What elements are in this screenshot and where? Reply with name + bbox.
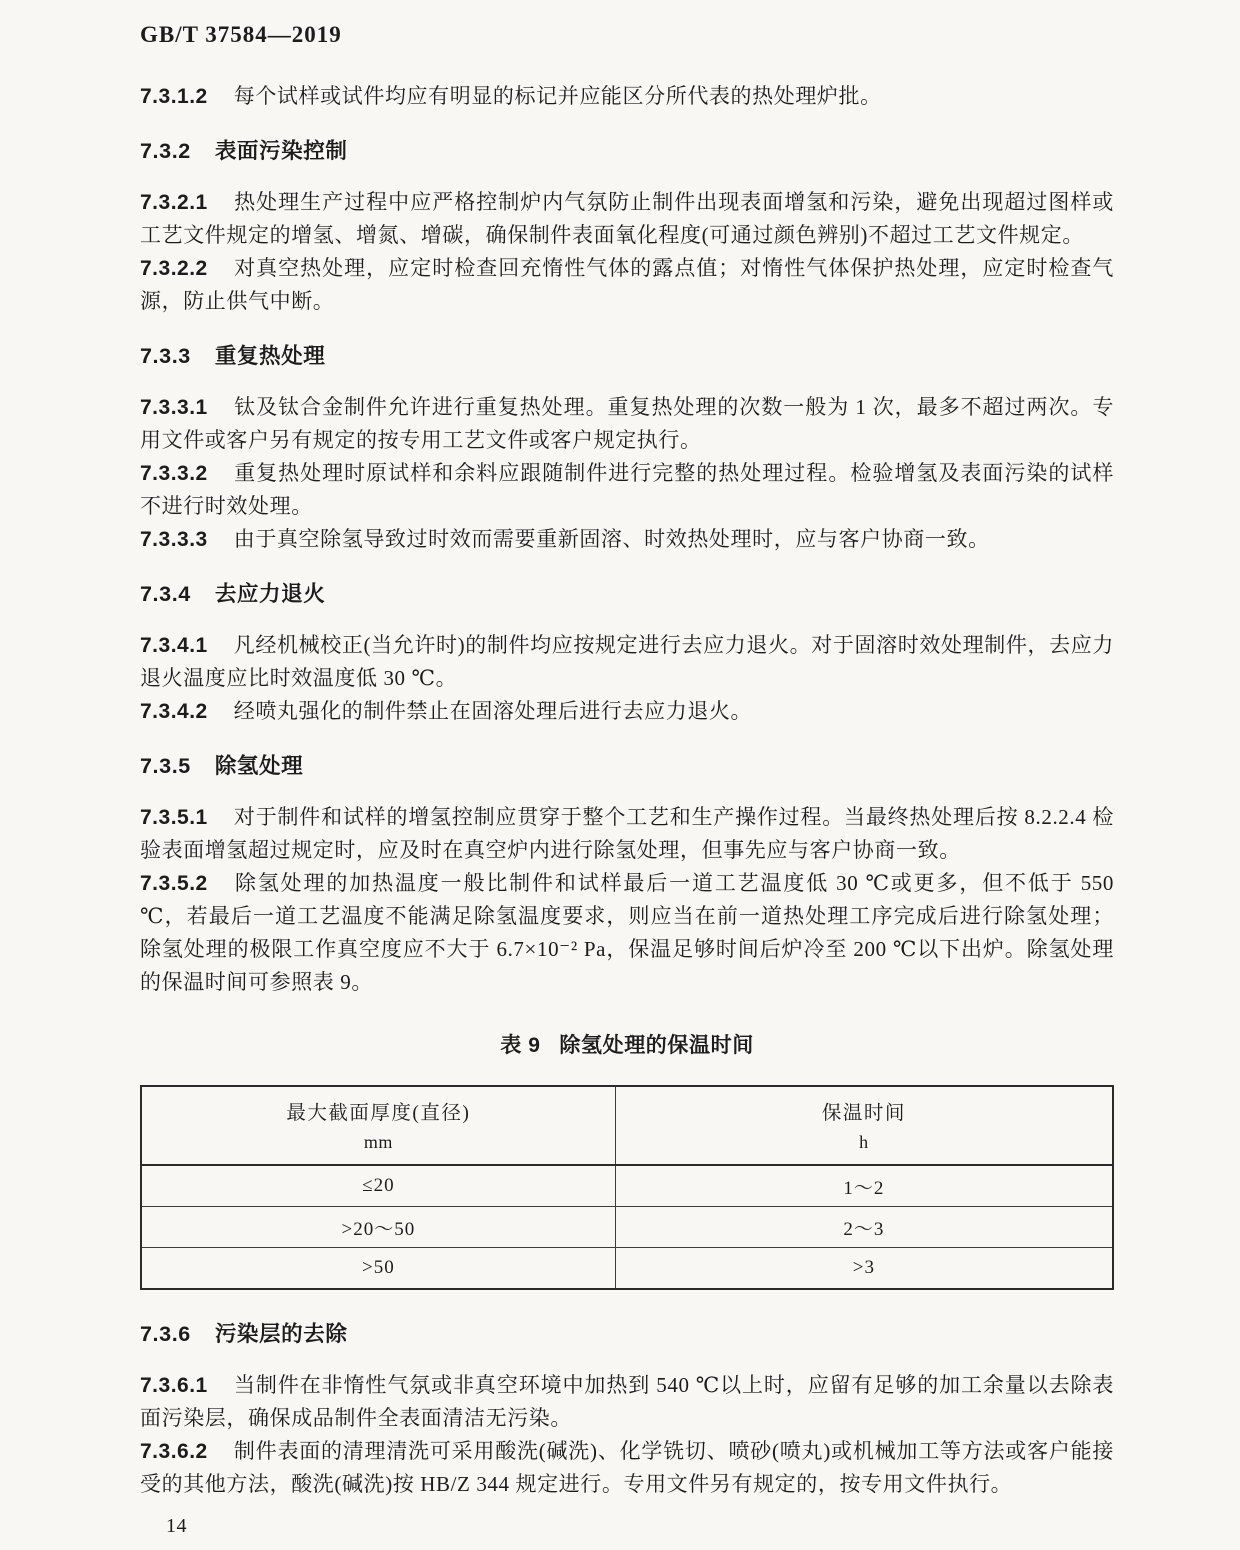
clause-number: 7.3.4.1 xyxy=(140,634,208,657)
clause-7-3-3-1 xyxy=(140,391,1114,457)
clause-7-3-5-1 xyxy=(140,801,1114,867)
clause-7-3-6-1 xyxy=(140,1369,1114,1435)
heading-number: 7.3.6 xyxy=(140,1322,191,1346)
heading-text: 表面污染控制 xyxy=(214,139,348,163)
clause-text: 经喷丸强化的制件禁止在固溶处理后进行去应力退火。 xyxy=(233,699,753,723)
clause-number: 7.3.6.1 xyxy=(140,1374,208,1397)
col-header-holding-time xyxy=(615,1086,1113,1165)
clause-number: 7.3.5.1 xyxy=(140,806,208,829)
heading-text: 去应力退火 xyxy=(214,582,326,606)
clause-text: 对于制件和试样的增氢控制应贯穿于整个工艺和生产操作过程。当最终热处理后按 8.2.2.4 检验表面增氢超过规定时，应及时在真空炉内进行除氢处理，但事先应与客户协商一致。 xyxy=(140,805,1114,862)
table-row xyxy=(141,1207,1113,1248)
clause-text: 当制件在非惰性气氛或非真空环境中加热到 540 ℃以上时，应留有足够的加工余量以去除表面污染层，确保成品制件全表面清洁无污染。 xyxy=(140,1373,1114,1430)
section-heading-7-3-3 xyxy=(140,342,1114,371)
table-row xyxy=(141,1248,1113,1290)
clause-number: 7.3.4.2 xyxy=(140,700,208,723)
heading-number: 7.3.5 xyxy=(140,754,191,778)
section-heading-7-3-6 xyxy=(140,1320,1114,1349)
table-row xyxy=(141,1165,1113,1207)
clause-7-3-3-2 xyxy=(140,457,1114,523)
clause-7-3-5-2 xyxy=(140,867,1114,999)
clause-number: 7.3.3.1 xyxy=(140,396,208,419)
section-heading-7-3-5 xyxy=(140,752,1114,781)
section-heading-7-3-4 xyxy=(140,580,1114,609)
clause-number: 7.3.1.2 xyxy=(140,85,208,108)
heading-text: 污染层的去除 xyxy=(214,1322,348,1346)
cell-time: 1～2 xyxy=(615,1165,1113,1207)
clause-text: 制件表面的清理清洗可采用酸洗(碱洗)、化学铣切、喷砂(喷丸)或机械加工等方法或客户能接受的其他方法，酸洗(碱洗)按 HB/Z 344 规定进行。专用文件另有规定的，按专用文件执行。 xyxy=(140,1439,1114,1496)
clause-7-3-2-1 xyxy=(140,186,1114,252)
clause-number: 7.3.6.2 xyxy=(140,1440,208,1463)
clause-text: 钛及钛合金制件允许进行重复热处理。重复热处理的次数一般为 1 次，最多不超过两次。专用文件或客户另有规定的按专用工艺文件或客户规定执行。 xyxy=(140,395,1114,452)
col-header-max-thickness xyxy=(141,1086,615,1165)
table-9-holding-time xyxy=(140,1085,1114,1290)
table-header-row xyxy=(141,1086,1113,1165)
clause-number: 7.3.3.2 xyxy=(140,462,208,485)
clause-7-3-6-2 xyxy=(140,1435,1114,1501)
clause-text: 由于真空除氢导致过时效而需要重新固溶、时效热处理时，应与客户协商一致。 xyxy=(233,527,990,551)
clause-number: 7.3.2.1 xyxy=(140,191,208,214)
col-header-label: 最大截面厚度(直径) xyxy=(286,1103,471,1124)
cell-time: 2～3 xyxy=(615,1207,1113,1248)
clause-7-3-1-2 xyxy=(140,80,1114,113)
col-header-unit: mm xyxy=(363,1132,393,1152)
table-caption xyxy=(140,1031,1114,1061)
clause-text: 热处理生产过程中应严格控制炉内气氛防止制件出现表面增氢和污染，避免出现超过图样或工艺文件规定的增氢、增氮、增碳，确保制件表面氧化程度(可通过颜色辨别)不超过工艺文件规定。 xyxy=(140,190,1114,247)
heading-number: 7.3.4 xyxy=(140,582,191,606)
cell-thickness: >20～50 xyxy=(141,1207,615,1248)
clause-text: 凡经机械校正(当允许时)的制件均应按规定进行去应力退火。对于固溶时效处理制件，去应力退火温度应比时效温度低 30 ℃。 xyxy=(140,633,1114,690)
cell-thickness: ≤20 xyxy=(141,1165,615,1207)
cell-thickness: >50 xyxy=(141,1248,615,1290)
clause-7-3-3-3 xyxy=(140,523,1114,556)
clause-text: 对真空热处理，应定时检查回充惰性气体的露点值；对惰性气体保护热处理，应定时检查气源，防止供气中断。 xyxy=(140,256,1114,313)
clause-text: 除氢处理的加热温度一般比制件和试样最后一道工艺温度低 30 ℃或更多，但不低于 550 ℃，若最后一道工艺温度不能满足除氢温度要求，则应当在前一道热处理工序完成后进行除氢处理；除氢处理的极限工作真空度应不大于 6.7×10⁻² Pa，保温足够时间后炉冷至 200 ℃以下出炉。除氢处理的保温时间可参照表 9。 xyxy=(140,871,1114,994)
heading-text: 除氢处理 xyxy=(214,754,304,778)
col-header-label: 保温时间 xyxy=(821,1103,906,1124)
clause-7-3-2-2 xyxy=(140,252,1114,318)
page-number: 14 xyxy=(166,1515,187,1537)
clause-number: 7.3.2.2 xyxy=(140,257,208,280)
table-caption-title: 除氢处理的保温时间 xyxy=(559,1034,754,1057)
clause-text: 每个试样或试件均应有明显的标记并应能区分所代表的热处理炉批。 xyxy=(233,84,882,108)
clause-text: 重复热处理时原试样和余料应跟随制件进行完整的热处理过程。检验增氢及表面污染的试样不进行时效处理。 xyxy=(140,461,1114,518)
section-heading-7-3-2 xyxy=(140,137,1114,166)
clause-number: 7.3.5.2 xyxy=(140,872,208,895)
heading-text: 重复热处理 xyxy=(214,344,326,368)
table-caption-label: 表 9 xyxy=(500,1034,541,1057)
heading-number: 7.3.3 xyxy=(140,344,191,368)
cell-time: >3 xyxy=(615,1248,1113,1290)
heading-number: 7.3.2 xyxy=(140,139,191,163)
standard-number-header: GB/T 37584—2019 xyxy=(140,22,342,47)
clause-number: 7.3.3.3 xyxy=(140,528,208,551)
clause-7-3-4-2 xyxy=(140,695,1114,728)
clause-7-3-4-1 xyxy=(140,629,1114,695)
col-header-unit: h xyxy=(859,1132,869,1152)
